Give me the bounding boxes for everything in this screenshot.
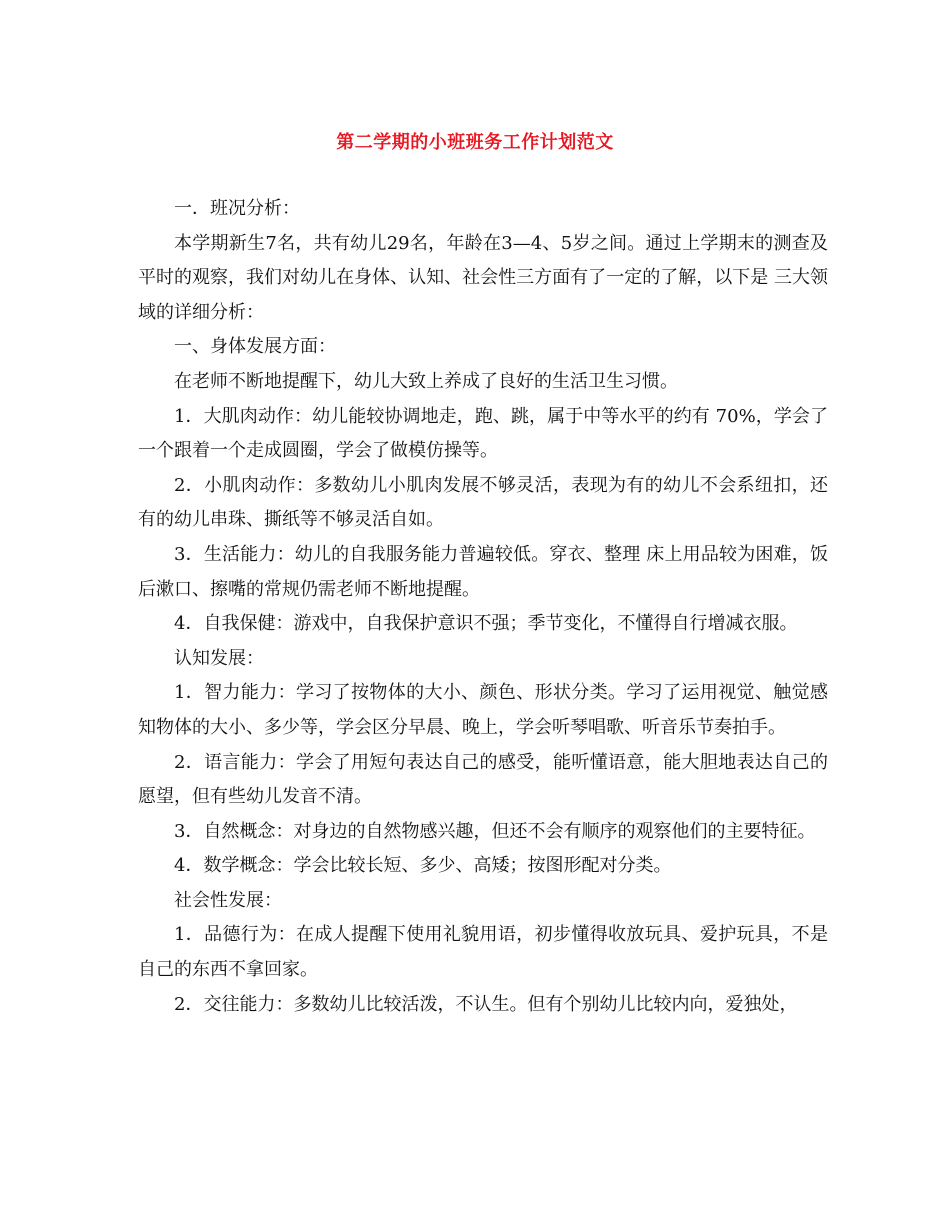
- paragraph-math: 4．数学概念：学会比较长短、多少、高矮；按图形配对分类。: [174, 855, 672, 877]
- paragraph-life-skills: 3．生活能力：幼儿的自我服务能力普遍较低。穿衣、整理 床上用品较为困难，饭后漱口、擦嘴的常规仍需老师不断地提醒。: [138, 543, 828, 600]
- paragraph-class-analysis-heading: 一．班况分析：: [174, 198, 300, 219]
- paragraph-moral-behavior: 1．品德行为：在成人提醒下使用礼貌用语，初步懂得收放玩具、爱护玩具，不是自己的东西不拿回家。: [138, 924, 828, 981]
- document-body: [138, 192, 828, 1022]
- paragraph-nature: 3．自然概念：对身边的自然物感兴趣，但还不会有顺序的观察他们的主要特征。: [174, 820, 816, 842]
- paragraph-intelligence: 1．智力能力：学习了按物体的大小、颜色、形状分类。学习了运用视觉、触觉感知物体的大小、多少等，学会区分早晨、晚上，学会听琴唱歌、听音乐节奏拍手。: [138, 682, 828, 738]
- paragraph-physical-summary: 在老师不断地提醒下，幼儿大致上养成了良好的生活卫生习惯。: [174, 370, 678, 392]
- paragraph-self-care: 4．自我保健：游戏中，自我保护意识不强；季节变化，不懂得自行增减衣服。: [174, 613, 798, 635]
- paragraph-fine-motor: 2．小肌肉动作：多数幼儿小肌肉发展不够灵活，表现为有的幼儿不会系纽扣，还有的幼儿串珠、撕纸等不够灵活自如。: [138, 474, 828, 531]
- paragraph-class-overview: 本学期新生7名，共有幼儿29名，年龄在3—4、5岁之间。通过上学期末的测查及平时的观察，我们对幼儿在身体、认知、社会性三方面有了一定的了解，以下是 三大领域的详细分析：: [138, 232, 828, 323]
- paragraph-gross-motor: 1．大肌肉动作：幼儿能较协调地走，跑、跳，属于中等水平的约有 70%，学会了一个跟着一个走成圆圈，学会了做模仿操等。: [138, 405, 828, 462]
- document-title: 第二学期的小班班务工作计划范文: [336, 132, 614, 153]
- paragraph-cognitive-heading: 认知发展：: [174, 647, 264, 669]
- paragraph-social-skills: 2．交往能力：多数幼儿比较活泼，不认生。但有个别幼儿比较内向，爱独处，: [174, 993, 798, 1015]
- paragraph-physical-heading: 一、身体发展方面：: [174, 336, 336, 358]
- paragraph-language: 2．语言能力：学会了用短句表达自己的感受，能听懂语意，能大胆地表达自己的愿望，但有些幼儿发音不清。: [138, 751, 828, 808]
- paragraph-social-heading: 社会性发展：: [174, 889, 282, 911]
